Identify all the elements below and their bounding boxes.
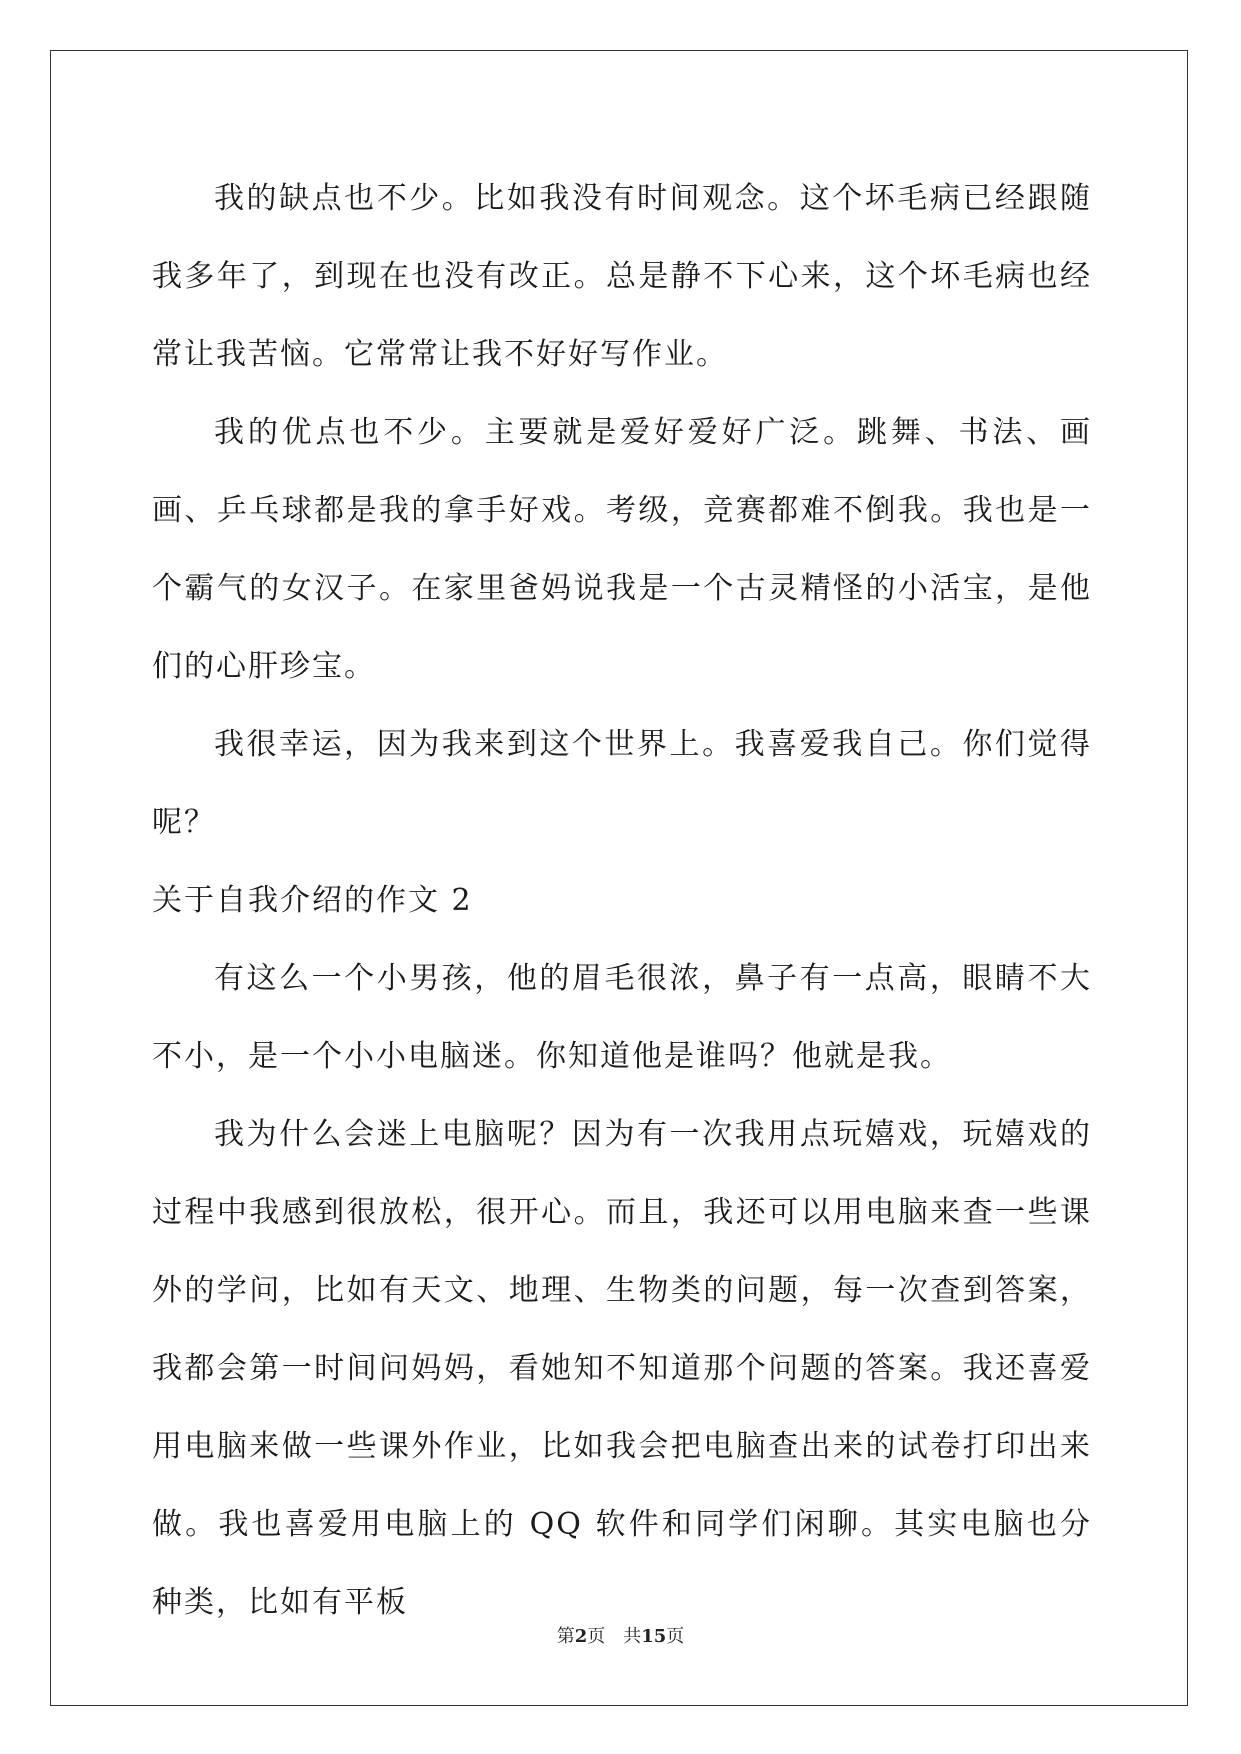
- paragraph-5: 我为什么会迷上电脑呢？因为有一次我用点玩嬉戏，玩嬉戏的过程中我感到很放松，很开心。而且，我还可以用电脑来查一些课外的学问，比如有天文、地理、生物类的问题，每一次查到答案，我都会第一时间问妈妈，看她知不知道那个问题的答案。我还喜爱用电脑来做一些课外作业，比如我会把电脑查出来的试卷打印出来做。我也喜爱用电脑上的 QQ 软件和同学们闲聊。其实电脑也分种类，比如有平板: [152, 1117, 1092, 1620]
- paragraph-2: 我的优点也不少。主要就是爱好爱好广泛。跳舞、书法、画画、乒乓球都是我的拿手好戏。考级，竞赛都难不倒我。我也是一个霸气的女汉子。在家里爸妈说我是一个古灵精怪的小活宝，是他们的心肝珍宝。: [152, 415, 1092, 684]
- page-total: 15: [641, 1626, 667, 1647]
- page-current: 2: [574, 1626, 588, 1647]
- page-footer: [0, 1622, 1241, 1648]
- document-body: [152, 160, 1092, 1642]
- paragraph-3: 我很幸运，因为我来到这个世界上。我喜爱我自己。你们觉得呢？: [152, 727, 1092, 840]
- page-prefix: 第: [556, 1626, 575, 1647]
- paragraph-4: 有这么一个小男孩，他的眉毛很浓，鼻子有一点高，眼睛不大不小，是一个小小电脑迷。你知道他是谁吗？他就是我。: [152, 961, 1092, 1074]
- page-suffix: 页: [666, 1626, 685, 1647]
- page-mid: 页 共: [587, 1626, 642, 1647]
- section-title: 关于自我介绍的作文 2: [152, 883, 473, 918]
- paragraph-1: 我的缺点也不少。比如我没有时间观念。这个坏毛病已经跟随我多年了，到现在也没有改正。总是静不下心来，这个坏毛病也经常让我苦恼。它常常让我不好好写作业。: [152, 181, 1092, 372]
